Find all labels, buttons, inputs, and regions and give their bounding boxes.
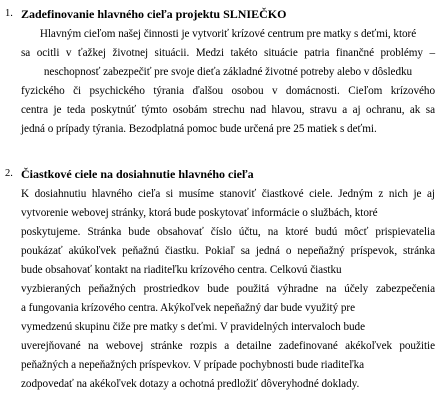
body-line: peňažných a nepeňažných príspevkov. V prípade pochybnosti bude riaditeľka (21, 359, 365, 371)
body-line: bude obsahovať kontakt na riaditeľku krízového centra. Celkovú čiastku (21, 264, 342, 276)
section-number: 1. (5, 8, 13, 19)
body-line: vyzbieraných peňažných prostriedkov bude použitá výhradne na účely zabezpečenia (21, 283, 435, 295)
body-line: K dosiahnutiu hlavného cieľa si musíme stanoviť čiastkové ciele. Jedným z nich je aj (21, 188, 435, 200)
body-line: zodpovedať na akékoľvek dotazy a ochotná predložiť dôveryhodné doklady. (21, 378, 360, 390)
body-line: centra je teda poskytnúť týmto osobám strechu nad hlavou, stravu a aj ochranu, ak sa (21, 104, 435, 116)
section-number: 2. (5, 168, 13, 179)
body-line: uverejňované na webovej stránke rozpis a detailne zadefinované akékoľvek použitie (21, 340, 435, 352)
section-heading: Zadefinovanie hlavného cieľa projektu SLNIEČKO (21, 7, 287, 21)
section-body (21, 185, 435, 394)
body-line: poskytujeme. Stránka bude obsahovať číslo účtu, na ktoré budú môcť prispievatelia (21, 226, 435, 238)
body-line: jedná o prípady týrania. Bezodplatná pomoc bude určená pre 25 matiek s deťmi. (21, 123, 377, 135)
body-line: a fungovania krízového centra. Akýkoľvek nepeňažný dar bude využitý pre (21, 302, 356, 314)
section-body (21, 25, 435, 139)
body-line: neschopnosť zabezpečiť pre svoje dieťa základné životné potreby alebo v dôsledku (43, 66, 413, 78)
body-line: fyzického či psychického týrania ďalšou osobou v domácnosti. Cieľom krízového (21, 85, 435, 97)
body-line: Hlavným cieľom našej činnosti je vytvoriť krízové centrum pre matky s deťmi, ktoré (39, 28, 417, 40)
body-line: vytvorenie webovej stránky, ktorá bude poskytovať informácie o službách, ktoré (21, 207, 378, 219)
body-line: poukázať akúkoľvek peňažnú čiastku. Pokiaľ sa jedná o nepeňažný príspevok, stránka (21, 245, 435, 257)
body-line: vymedzenú skupinu čiže pre matky s deťmi. V pravidelných intervaloch bude (21, 321, 366, 333)
section-heading: Čiastkové ciele na dosiahnutie hlavného cieľa (21, 167, 254, 181)
body-line: sa ocitli v ťažkej životnej situácii. Medzi takéto situácie patria finančné problémy – (21, 47, 435, 59)
